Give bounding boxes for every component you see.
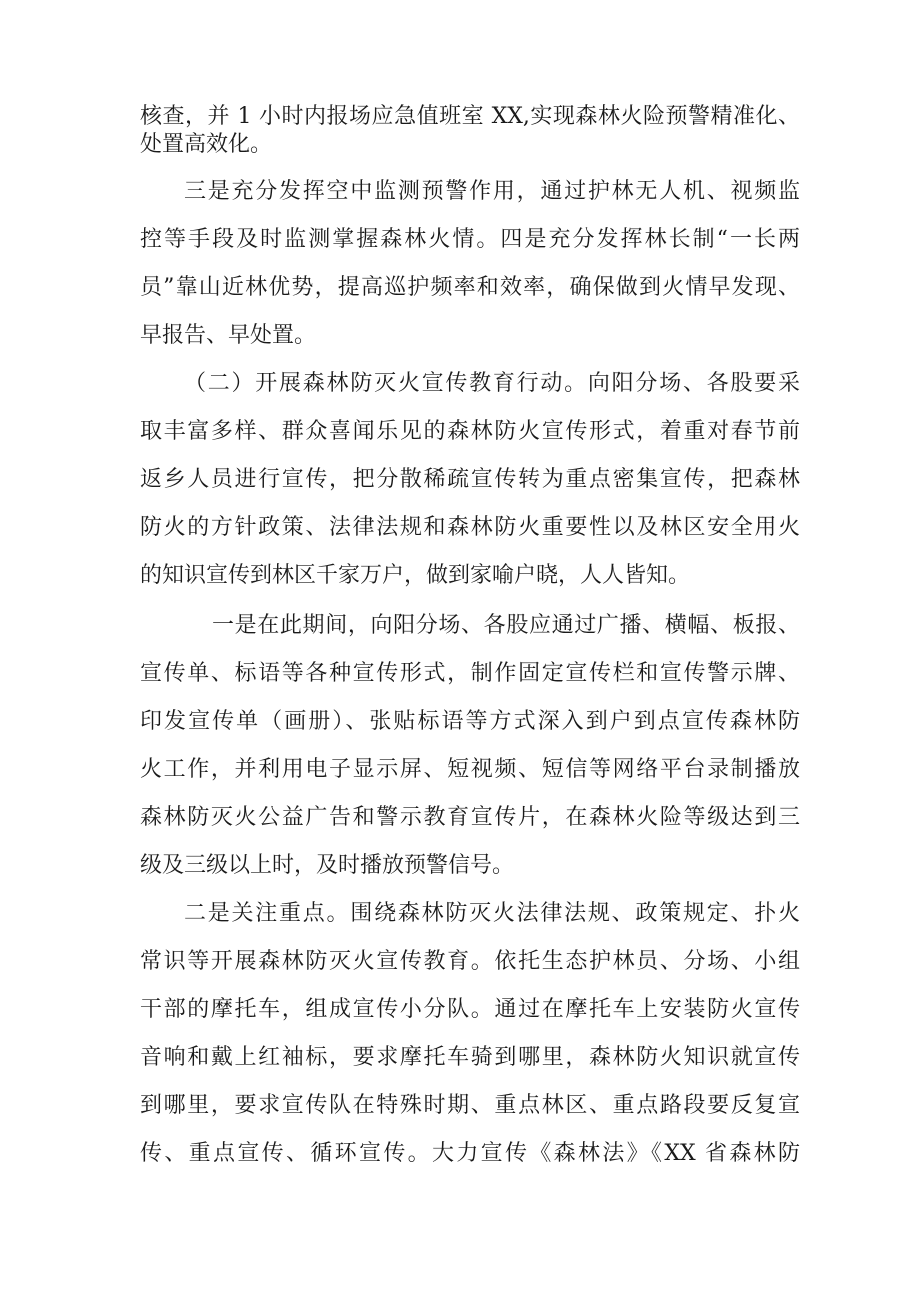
text-line: 员”靠山近林优势，提高巡护频率和效率，确保做到火情早发现、	[140, 275, 800, 300]
text-line: 的知识宣传到林区千家万户，做到家喻户晓，人人皆知。	[140, 563, 691, 588]
text-line: 火工作，并利用电子显示屏、短视频、短信等网络平台录制播放	[140, 757, 800, 782]
text-line: 到哪里，要求宣传队在特殊时期、重点林区、重点路段要反复宣	[140, 1093, 800, 1118]
text-line: 防火的方针政策、法律法规和森林防火重要性以及林区安全用火	[140, 515, 800, 540]
text-line: 传、重点宣传、循环宣传。大力宣传《森林法》《XX 省森林防	[140, 1141, 800, 1166]
text-line: 常识等开展森林防灭火宣传教育。依托生态护林员、分场、小组	[140, 949, 800, 974]
text-line: 一是在此期间，向阳分场、各股应通过广播、横幅、板报、	[212, 613, 800, 638]
text-line: 处置高效化。	[140, 132, 273, 157]
text-line: 印发宣传单（画册）、张贴标语等方式深入到户到点宣传森林防	[140, 709, 800, 734]
text-line: 返乡人员进行宣传，把分散稀疏宣传转为重点密集宣传，把森林	[140, 467, 800, 492]
section-heading-line: （二）开展森林防灭火宣传教育行动。向阳分场、各股要采	[184, 371, 800, 396]
text-line: 音响和戴上红袖标，要求摩托车骑到哪里，森林防火知识就宣传	[140, 1045, 800, 1070]
text-line: 取丰富多样、群众喜闻乐见的森林防火宣传形式，着重对春节前	[140, 419, 800, 444]
text-line: 森林防灭火公益广告和警示教育宣传片，在森林火险等级达到三	[140, 805, 800, 830]
text-line: 控等手段及时监测掌握森林火情。四是充分发挥林长制“一长两	[140, 227, 800, 252]
text-line: 早报告、早处置。	[140, 323, 317, 348]
text-line: 级及三级以上时，及时播放预警信号。	[140, 853, 515, 878]
text-line: 二是关注重点。围绕森林防灭火法律法规、政策规定、扑火	[184, 901, 800, 926]
text-line: 宣传单、标语等各种宣传形式，制作固定宣传栏和宣传警示牌、	[140, 661, 800, 686]
text-line: 三是充分发挥空中监测预警作用，通过护林无人机、视频监	[184, 179, 800, 204]
text-line: 核查，并 1 小时内报场应急值班室 XX,实现森林火险预警精准化、	[140, 104, 800, 129]
text-line: 干部的摩托车，组成宣传小分队。通过在摩托车上安装防火宣传	[140, 997, 800, 1022]
